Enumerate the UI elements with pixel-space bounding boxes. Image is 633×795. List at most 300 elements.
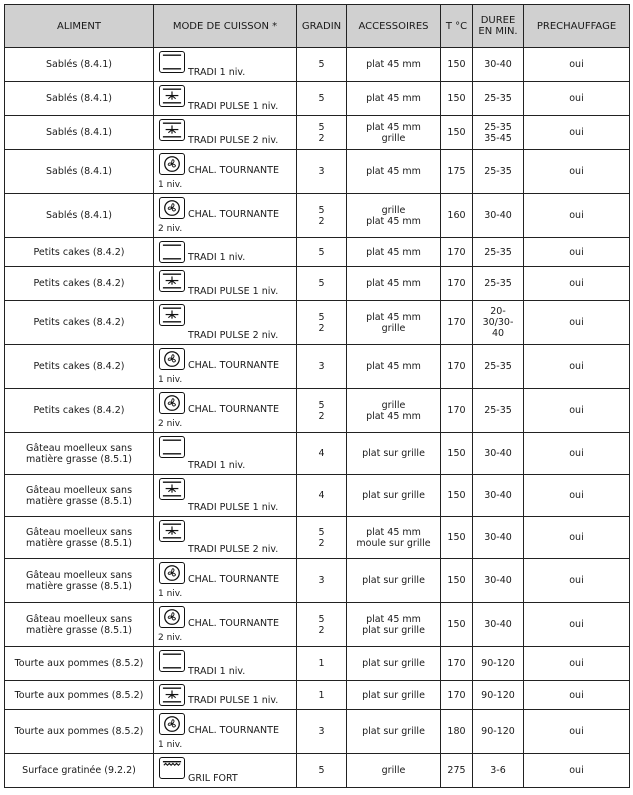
gradin-line1: 5 xyxy=(318,121,325,133)
cell-aliment xyxy=(5,475,154,517)
cell-prechauffage: oui xyxy=(524,238,630,267)
fan-icon xyxy=(159,153,185,175)
cell-gradin xyxy=(297,116,347,150)
mode-sub-label: 2 niv. xyxy=(158,419,183,429)
cell-gradin xyxy=(297,301,347,345)
mode-label: CHAL. TOURNANTE xyxy=(188,360,279,371)
mode-label: CHAL. TOURNANTE xyxy=(188,618,279,629)
cell-prechauffage: oui xyxy=(524,301,630,345)
accessoire-line1: plat sur grille xyxy=(362,726,425,737)
cell-duree xyxy=(473,517,524,559)
tradi-pulse-icon xyxy=(159,478,185,500)
cell-gradin xyxy=(297,710,347,754)
accessoire-line1: plat 45 mm xyxy=(366,93,421,104)
cell-duree xyxy=(473,710,524,754)
accessoire-line1: grille xyxy=(381,204,406,216)
aliment-line2: matière grasse (8.5.1) xyxy=(26,495,132,507)
cell-temp: 150 xyxy=(441,517,473,559)
cell-prechauffage: oui xyxy=(524,389,630,433)
cell-duree xyxy=(473,116,524,150)
cell-temp: 170 xyxy=(441,681,473,710)
cell-mode xyxy=(154,754,297,788)
aliment-line2: matière grasse (8.5.1) xyxy=(26,624,132,636)
table-row xyxy=(5,48,630,82)
mode-sub-label: 2 niv. xyxy=(158,224,183,234)
cell-duree xyxy=(473,559,524,603)
cell-temp: 160 xyxy=(441,194,473,238)
duree-line1: 30-40 xyxy=(484,59,512,70)
cell-aliment xyxy=(5,150,154,194)
duree-line1: 25-35 xyxy=(484,93,512,104)
table-row xyxy=(5,681,630,710)
cell-gradin xyxy=(297,433,347,475)
cell-mode xyxy=(154,603,297,647)
duree-line1: 25-35 xyxy=(484,405,512,416)
cell-accessoires xyxy=(347,267,441,301)
cell-mode xyxy=(154,559,297,603)
aliment-line1: Sablés (8.4.1) xyxy=(46,210,112,221)
cell-gradin xyxy=(297,517,347,559)
gradin-line1: 3 xyxy=(318,166,325,177)
cell-prechauffage: oui xyxy=(524,710,630,754)
cell-accessoires xyxy=(347,82,441,116)
mode-sub-label: 1 niv. xyxy=(158,740,183,750)
aliment-line1: Gâteau moelleux sans xyxy=(25,442,133,454)
duree-line2: 35-45 xyxy=(484,132,512,144)
accessoire-line1: plat 45 mm xyxy=(366,361,421,372)
gradin-line1: 3 xyxy=(318,726,325,737)
cell-gradin xyxy=(297,389,347,433)
accessoire-line2: plat 45 mm xyxy=(366,410,421,422)
cell-aliment xyxy=(5,116,154,150)
gradin-line2: 2 xyxy=(318,322,325,334)
cell-duree xyxy=(473,48,524,82)
accessoire-line1: plat 45 mm xyxy=(366,59,421,70)
cell-duree xyxy=(473,433,524,475)
accessoire-line2: grille xyxy=(381,322,406,334)
cell-temp: 150 xyxy=(441,48,473,82)
fan-icon xyxy=(159,606,185,628)
tradi-pulse-icon xyxy=(159,684,185,706)
cell-prechauffage: oui xyxy=(524,267,630,301)
duree-line1: 25-35 xyxy=(484,121,512,133)
cell-prechauffage: oui xyxy=(524,194,630,238)
cell-temp: 170 xyxy=(441,389,473,433)
cell-prechauffage: oui xyxy=(524,433,630,475)
cell-gradin xyxy=(297,603,347,647)
cell-accessoires xyxy=(347,389,441,433)
gradin-line1: 5 xyxy=(318,246,325,258)
mode-label: TRADI PULSE 2 niv. xyxy=(188,135,279,146)
table-row xyxy=(5,238,630,267)
accessoire-line2: plat 45 mm xyxy=(366,215,421,227)
aliment-line1: Gâteau moelleux sans xyxy=(25,569,133,581)
fan-icon xyxy=(159,348,185,370)
gradin-line1: 5 xyxy=(318,526,325,538)
tradi-icon xyxy=(159,436,185,458)
table-row xyxy=(5,517,630,559)
header-temp: T °C xyxy=(441,5,473,48)
gradin-line1: 4 xyxy=(318,448,325,459)
cell-prechauffage: oui xyxy=(524,517,630,559)
mode-label: TRADI PULSE 1 niv. xyxy=(188,101,279,112)
cell-duree xyxy=(473,754,524,788)
cell-prechauffage: oui xyxy=(524,345,630,389)
gradin-line2: 2 xyxy=(318,624,325,636)
tradi-pulse-icon xyxy=(159,85,185,107)
aliment-line1: Sablés (8.4.1) xyxy=(46,166,112,177)
duree-line1: 30-40 xyxy=(484,490,512,501)
table-row xyxy=(5,647,630,681)
gradin-line1: 5 xyxy=(318,311,325,323)
gradin-line2: 2 xyxy=(318,537,325,549)
accessoire-line1: plat sur grille xyxy=(362,575,425,586)
cell-gradin xyxy=(297,681,347,710)
table-row xyxy=(5,710,630,754)
cell-prechauffage: oui xyxy=(524,754,630,788)
cell-gradin xyxy=(297,559,347,603)
gradin-line1: 1 xyxy=(318,658,325,669)
cell-duree xyxy=(473,345,524,389)
mode-label: TRADI PULSE 1 niv. xyxy=(188,695,279,706)
cell-prechauffage: oui xyxy=(524,48,630,82)
cell-duree xyxy=(473,301,524,345)
header-duree-line1: DUREE xyxy=(480,15,516,26)
table-row xyxy=(5,389,630,433)
mode-sub-label: 2 niv. xyxy=(158,633,183,643)
mode-label: TRADI PULSE 2 niv. xyxy=(188,330,279,341)
cell-aliment xyxy=(5,345,154,389)
gradin-line1: 5 xyxy=(318,278,325,289)
duree-line1: 20-30/30- xyxy=(482,306,514,328)
cell-prechauffage: oui xyxy=(524,559,630,603)
table-row xyxy=(5,267,630,301)
accessoire-line1: plat 45 mm xyxy=(366,278,421,289)
cell-temp: 180 xyxy=(441,710,473,754)
aliment-line1: Sablés (8.4.1) xyxy=(46,127,112,138)
cell-temp: 175 xyxy=(441,150,473,194)
cell-prechauffage: oui xyxy=(524,681,630,710)
mode-label: CHAL. TOURNANTE xyxy=(188,725,279,736)
cell-aliment xyxy=(5,710,154,754)
mode-sub-label: 1 niv. xyxy=(158,375,183,385)
table-row xyxy=(5,754,630,788)
table-row xyxy=(5,433,630,475)
header-row xyxy=(5,5,630,48)
cell-gradin xyxy=(297,754,347,788)
fan-icon xyxy=(159,392,185,414)
cell-aliment xyxy=(5,238,154,267)
accessoire-line1: grille xyxy=(381,399,406,411)
gradin-line2: 2 xyxy=(318,132,325,144)
tradi-icon xyxy=(159,241,185,263)
cell-temp: 150 xyxy=(441,559,473,603)
cell-temp: 170 xyxy=(441,238,473,267)
aliment-line1: Petits cakes (8.4.2) xyxy=(33,361,125,372)
header-aliment: ALIMENT xyxy=(5,5,154,48)
table-row xyxy=(5,82,630,116)
tradi-pulse-icon xyxy=(159,270,185,292)
table-row xyxy=(5,150,630,194)
cell-temp: 170 xyxy=(441,267,473,301)
cell-mode xyxy=(154,389,297,433)
mode-label: CHAL. TOURNANTE xyxy=(188,209,279,220)
header-duree xyxy=(473,5,524,48)
gradin-line1: 5 xyxy=(318,399,325,411)
cell-duree xyxy=(473,389,524,433)
tradi-pulse-icon xyxy=(159,119,185,141)
gradin-line1: 5 xyxy=(318,93,325,104)
header-prechauffage: PRECHAUFFAGE xyxy=(524,5,630,48)
cell-mode xyxy=(154,116,297,150)
aliment-line1: Tourte aux pommes (8.5.2) xyxy=(14,689,144,701)
duree-line1: 25-35 xyxy=(484,278,512,289)
cell-temp: 170 xyxy=(441,647,473,681)
table-row xyxy=(5,559,630,603)
mode-label: GRIL FORT xyxy=(188,773,238,784)
cell-temp: 150 xyxy=(441,433,473,475)
cell-mode xyxy=(154,647,297,681)
header-gradin: GRADIN xyxy=(297,5,347,48)
header-mode: MODE DE CUISSON * xyxy=(154,5,297,48)
tradi-icon xyxy=(159,650,185,672)
cell-aliment xyxy=(5,681,154,710)
cell-accessoires xyxy=(347,433,441,475)
duree-line2: 40 xyxy=(491,328,505,339)
aliment-line1: Gâteau moelleux sans xyxy=(25,526,133,538)
cell-mode xyxy=(154,345,297,389)
cell-aliment xyxy=(5,517,154,559)
cell-prechauffage: oui xyxy=(524,116,630,150)
fan-icon xyxy=(159,713,185,735)
duree-line1: 90-120 xyxy=(481,689,515,701)
cell-temp: 170 xyxy=(441,301,473,345)
accessoire-line1: plat 45 mm xyxy=(366,526,421,538)
cell-mode xyxy=(154,710,297,754)
cell-duree xyxy=(473,647,524,681)
cell-temp: 150 xyxy=(441,82,473,116)
duree-line1: 90-120 xyxy=(481,726,515,737)
cell-gradin xyxy=(297,194,347,238)
cell-mode xyxy=(154,194,297,238)
cell-aliment xyxy=(5,754,154,788)
cell-prechauffage: oui xyxy=(524,475,630,517)
accessoire-line2: grille xyxy=(381,132,406,144)
gradin-line2: 2 xyxy=(318,215,325,227)
gradin-line1: 5 xyxy=(318,59,325,70)
mode-label: TRADI PULSE 1 niv. xyxy=(188,502,279,513)
table-body xyxy=(5,48,630,788)
aliment-line1: Gâteau moelleux sans xyxy=(25,613,133,625)
header-accessoires: ACCESSOIRES xyxy=(347,5,441,48)
aliment-line1: Sablés (8.4.1) xyxy=(46,93,112,104)
mode-sub-label: 1 niv. xyxy=(158,589,183,599)
aliment-line1: Petits cakes (8.4.2) xyxy=(33,246,125,258)
cell-temp: 150 xyxy=(441,475,473,517)
cell-duree xyxy=(473,475,524,517)
cell-accessoires xyxy=(347,647,441,681)
gradin-line1: 3 xyxy=(318,575,325,586)
mode-label: TRADI 1 niv. xyxy=(188,252,246,263)
table-row xyxy=(5,194,630,238)
aliment-line1: Petits cakes (8.4.2) xyxy=(33,405,125,416)
cell-accessoires xyxy=(347,301,441,345)
duree-line1: 3-6 xyxy=(490,765,506,776)
tradi-pulse-icon xyxy=(159,520,185,542)
gradin-line1: 1 xyxy=(318,689,325,701)
cell-temp: 150 xyxy=(441,116,473,150)
cell-gradin xyxy=(297,238,347,267)
cell-mode xyxy=(154,433,297,475)
cell-accessoires xyxy=(347,345,441,389)
cooking-table xyxy=(4,4,630,788)
cell-gradin xyxy=(297,475,347,517)
mode-label: TRADI PULSE 2 niv. xyxy=(188,544,279,555)
accessoire-line2: plat sur grille xyxy=(362,624,425,636)
duree-line1: 25-35 xyxy=(484,166,512,177)
cell-prechauffage: oui xyxy=(524,603,630,647)
cell-mode xyxy=(154,48,297,82)
duree-line1: 30-40 xyxy=(484,575,512,586)
table-row xyxy=(5,475,630,517)
table-row xyxy=(5,603,630,647)
cell-duree xyxy=(473,150,524,194)
aliment-line1: Gâteau moelleux sans xyxy=(25,484,133,496)
cell-duree xyxy=(473,267,524,301)
cell-mode xyxy=(154,475,297,517)
duree-line1: 30-40 xyxy=(484,210,512,221)
cell-gradin xyxy=(297,82,347,116)
cell-accessoires xyxy=(347,559,441,603)
cell-duree xyxy=(473,194,524,238)
accessoire-line1: plat 45 mm xyxy=(366,613,421,625)
header-duree-line2: EN MIN. xyxy=(478,26,518,37)
duree-line1: 30-40 xyxy=(484,532,512,543)
cell-gradin xyxy=(297,345,347,389)
accessoire-line1: plat sur grille xyxy=(362,658,425,669)
cell-duree xyxy=(473,82,524,116)
cell-prechauffage: oui xyxy=(524,82,630,116)
cell-duree xyxy=(473,681,524,710)
cell-accessoires xyxy=(347,475,441,517)
cell-mode xyxy=(154,681,297,710)
cell-accessoires xyxy=(347,194,441,238)
duree-line1: 30-40 xyxy=(484,619,512,630)
accessoire-line1: plat 45 mm xyxy=(366,166,421,177)
cell-aliment xyxy=(5,603,154,647)
cell-aliment xyxy=(5,82,154,116)
cell-gradin xyxy=(297,267,347,301)
cell-aliment xyxy=(5,194,154,238)
cell-accessoires xyxy=(347,48,441,82)
cell-temp: 275 xyxy=(441,754,473,788)
cell-mode xyxy=(154,517,297,559)
accessoire-line2: moule sur grille xyxy=(356,537,431,549)
cell-prechauffage: oui xyxy=(524,647,630,681)
cell-mode xyxy=(154,301,297,345)
cell-mode xyxy=(154,267,297,301)
aliment-line2: matière grasse (8.5.1) xyxy=(26,453,132,465)
cell-duree xyxy=(473,238,524,267)
duree-line1: 30-40 xyxy=(484,448,512,459)
cell-mode xyxy=(154,238,297,267)
cell-gradin xyxy=(297,48,347,82)
gradin-line1: 5 xyxy=(318,204,325,216)
accessoire-line1: plat 45 mm xyxy=(366,121,421,133)
duree-line1: 25-35 xyxy=(484,361,512,372)
aliment-line1: Tourte aux pommes (8.5.2) xyxy=(14,726,144,737)
mode-label: TRADI PULSE 1 niv. xyxy=(188,286,279,297)
fan-icon xyxy=(159,562,185,584)
cell-duree xyxy=(473,603,524,647)
cell-accessoires xyxy=(347,710,441,754)
table-row xyxy=(5,301,630,345)
mode-label: TRADI 1 niv. xyxy=(188,460,246,471)
cell-accessoires xyxy=(347,754,441,788)
tradi-icon xyxy=(159,51,185,73)
cell-gradin xyxy=(297,150,347,194)
table-row xyxy=(5,116,630,150)
cell-aliment xyxy=(5,267,154,301)
cell-gradin xyxy=(297,647,347,681)
gradin-line2: 2 xyxy=(318,410,325,422)
mode-label: CHAL. TOURNANTE xyxy=(188,165,279,176)
cell-accessoires xyxy=(347,238,441,267)
cell-prechauffage: oui xyxy=(524,150,630,194)
cell-accessoires xyxy=(347,116,441,150)
mode-sub-label: 1 niv. xyxy=(158,180,183,190)
aliment-line1: Petits cakes (8.4.2) xyxy=(33,317,125,328)
gril-icon xyxy=(159,757,185,779)
aliment-line1: Tourte aux pommes (8.5.2) xyxy=(14,658,144,669)
cell-temp: 150 xyxy=(441,603,473,647)
fan-icon xyxy=(159,197,185,219)
duree-line1: 25-35 xyxy=(484,246,512,258)
aliment-line1: Petits cakes (8.4.2) xyxy=(33,278,125,289)
cell-aliment xyxy=(5,559,154,603)
aliment-line2: matière grasse (8.5.1) xyxy=(26,537,132,549)
cell-accessoires xyxy=(347,681,441,710)
accessoire-line1: grille xyxy=(381,765,406,776)
cell-accessoires xyxy=(347,517,441,559)
cell-accessoires xyxy=(347,603,441,647)
cell-aliment xyxy=(5,48,154,82)
cell-temp: 170 xyxy=(441,345,473,389)
gradin-line1: 4 xyxy=(318,490,325,501)
gradin-line1: 5 xyxy=(318,613,325,625)
cell-aliment xyxy=(5,647,154,681)
mode-label: TRADI 1 niv. xyxy=(188,67,246,78)
mode-label: CHAL. TOURNANTE xyxy=(188,574,279,585)
table-row xyxy=(5,345,630,389)
tradi-pulse-icon xyxy=(159,304,185,326)
cell-aliment xyxy=(5,389,154,433)
cell-accessoires xyxy=(347,150,441,194)
accessoire-line1: plat sur grille xyxy=(362,490,425,501)
cell-mode xyxy=(154,150,297,194)
aliment-line1: Surface gratinée (9.2.2) xyxy=(22,765,136,776)
cell-mode xyxy=(154,82,297,116)
duree-line1: 90-120 xyxy=(481,658,515,669)
mode-label: CHAL. TOURNANTE xyxy=(188,404,279,415)
accessoire-line1: plat sur grille xyxy=(362,448,425,459)
gradin-line1: 3 xyxy=(318,361,325,372)
aliment-line2: matière grasse (8.5.1) xyxy=(26,580,132,592)
mode-label: TRADI 1 niv. xyxy=(188,666,246,677)
gradin-line1: 5 xyxy=(318,765,325,776)
accessoire-line1: plat 45 mm xyxy=(366,246,421,258)
accessoire-line1: plat 45 mm xyxy=(366,311,421,323)
